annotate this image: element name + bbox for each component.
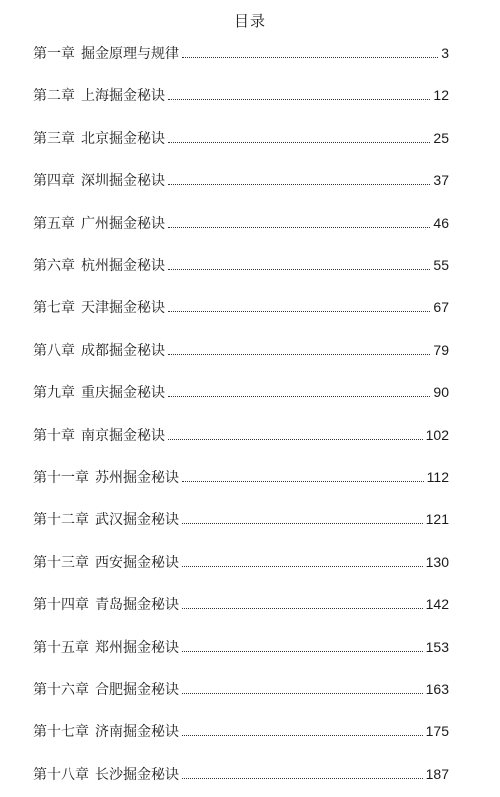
toc-entry-title: 杭州掘金秘诀 — [81, 258, 165, 274]
toc-entry[interactable] — [33, 256, 449, 275]
toc-entry-dot-leader — [182, 608, 423, 609]
toc-entry-title: 掘金原理与规律 — [81, 46, 179, 62]
toc-entry-title: 重庆掘金秘诀 — [81, 385, 165, 402]
toc-entry[interactable] — [33, 765, 449, 784]
toc-entry[interactable] — [33, 298, 449, 317]
toc-entry-chapter: 第十章 — [33, 427, 75, 444]
toc-entry-chapter: 第十一章 — [33, 470, 89, 486]
toc-entry-chapter: 第三章 — [33, 130, 75, 147]
toc-entry[interactable] — [33, 383, 449, 402]
toc-entry-chapter: 第十二章 — [33, 512, 89, 529]
toc-entry-title: 郑州掘金秘诀 — [95, 639, 179, 656]
toc-entry-page-number: 187 — [425, 765, 449, 782]
toc-entry-dot-leader — [168, 311, 430, 312]
toc-entry-chapter: 第六章 — [33, 258, 75, 274]
toc-entry-dot-leader — [168, 227, 430, 228]
toc-entry-chapter: 第九章 — [33, 385, 75, 402]
toc-entry-page-number: 153 — [425, 638, 449, 655]
toc-entry[interactable] — [33, 341, 449, 360]
toc-entry-chapter: 第五章 — [33, 215, 75, 232]
toc-entry-dot-leader — [182, 778, 423, 779]
toc-entry-dot-leader — [168, 396, 430, 397]
toc-entry-title: 上海掘金秘诀 — [81, 88, 165, 105]
toc-entry-page-number: 37 — [433, 172, 449, 189]
toc-entry-chapter: 第四章 — [33, 173, 75, 190]
toc-entry-title: 青岛掘金秘诀 — [95, 597, 179, 614]
toc-entry-dot-leader — [168, 99, 430, 100]
toc-entry-title: 合肥掘金秘诀 — [95, 682, 179, 698]
toc-entry-page-number: 142 — [425, 596, 449, 613]
toc-entry-dot-leader — [182, 481, 424, 482]
toc-entry[interactable] — [33, 426, 449, 445]
toc-entry-dot-leader — [182, 651, 423, 652]
toc-entry[interactable] — [33, 468, 449, 487]
toc-entry-dot-leader — [182, 57, 438, 58]
toc-entry-page-number: 175 — [425, 723, 449, 740]
toc-entry[interactable] — [33, 129, 449, 148]
toc-entry-title: 北京掘金秘诀 — [81, 130, 165, 147]
toc-entry-dot-leader — [168, 269, 430, 270]
toc-entry-page-number: 112 — [426, 469, 449, 485]
toc-entry-chapter: 第十五章 — [33, 639, 89, 656]
toc-entry-dot-leader — [168, 184, 430, 185]
toc-entry-page-number: 67 — [433, 299, 449, 316]
toc-entry-chapter: 第八章 — [33, 342, 75, 359]
toc-entry-page-number: 90 — [433, 384, 449, 401]
toc-entry[interactable] — [33, 595, 449, 614]
toc-entry-chapter: 第十七章 — [33, 724, 89, 741]
toc-entry[interactable] — [33, 722, 449, 741]
toc-entry-chapter: 第十四章 — [33, 597, 89, 614]
toc-entry[interactable] — [33, 680, 449, 699]
toc-entry[interactable] — [33, 638, 449, 657]
toc-entry-dot-leader — [168, 354, 430, 355]
toc-entry-chapter: 第十六章 — [33, 682, 89, 698]
toc-entry-title: 南京掘金秘诀 — [81, 427, 165, 444]
toc-entry-chapter: 第一章 — [33, 46, 75, 62]
toc-entry-page-number: 46 — [433, 214, 449, 231]
toc-entry-page-number: 12 — [433, 87, 449, 104]
toc-entry-dot-leader — [182, 566, 423, 567]
toc-entry-title: 长沙掘金秘诀 — [95, 766, 179, 783]
toc-entry-title: 济南掘金秘诀 — [95, 724, 179, 741]
toc-entry[interactable] — [33, 553, 449, 572]
toc-entry-dot-leader — [168, 142, 430, 143]
toc-entry-title: 天津掘金秘诀 — [81, 300, 165, 317]
toc-entry-page-number: 79 — [433, 341, 449, 358]
toc-entry-page-number: 121 — [425, 511, 449, 528]
toc-entry[interactable] — [33, 44, 449, 63]
toc-entry-title: 成都掘金秘诀 — [81, 342, 165, 359]
toc-entry-page-number: 163 — [425, 681, 449, 697]
toc-entry-page-number: 3 — [441, 45, 449, 61]
toc-entry-title: 广州掘金秘诀 — [81, 215, 165, 232]
toc-entry-page-number: 25 — [433, 129, 449, 146]
toc-entry-title: 深圳掘金秘诀 — [81, 173, 165, 190]
toc-title: 目录 — [233, 12, 266, 30]
toc-entry[interactable] — [33, 510, 449, 529]
toc-entry-page-number: 55 — [433, 257, 449, 273]
toc-entry[interactable] — [33, 171, 449, 190]
toc-entry-page-number: 130 — [425, 553, 449, 570]
toc-entry-chapter: 第二章 — [33, 88, 75, 105]
toc-entry-dot-leader — [168, 439, 423, 440]
toc-entry-title: 苏州掘金秘诀 — [95, 470, 179, 486]
toc-entry-chapter: 第十三章 — [33, 554, 89, 571]
toc-entry-title: 西安掘金秘诀 — [95, 554, 179, 571]
toc-entry-chapter: 第七章 — [33, 300, 75, 317]
toc-entry-chapter: 第十八章 — [33, 766, 89, 783]
toc-entry[interactable] — [33, 86, 449, 105]
toc-entry-page-number: 102 — [425, 426, 449, 443]
toc-entry[interactable] — [33, 214, 449, 233]
toc-entry-dot-leader — [182, 693, 423, 694]
toc-entry-title: 武汉掘金秘诀 — [95, 512, 179, 529]
toc-entry-dot-leader — [182, 523, 423, 524]
toc-entry-dot-leader — [182, 735, 423, 736]
